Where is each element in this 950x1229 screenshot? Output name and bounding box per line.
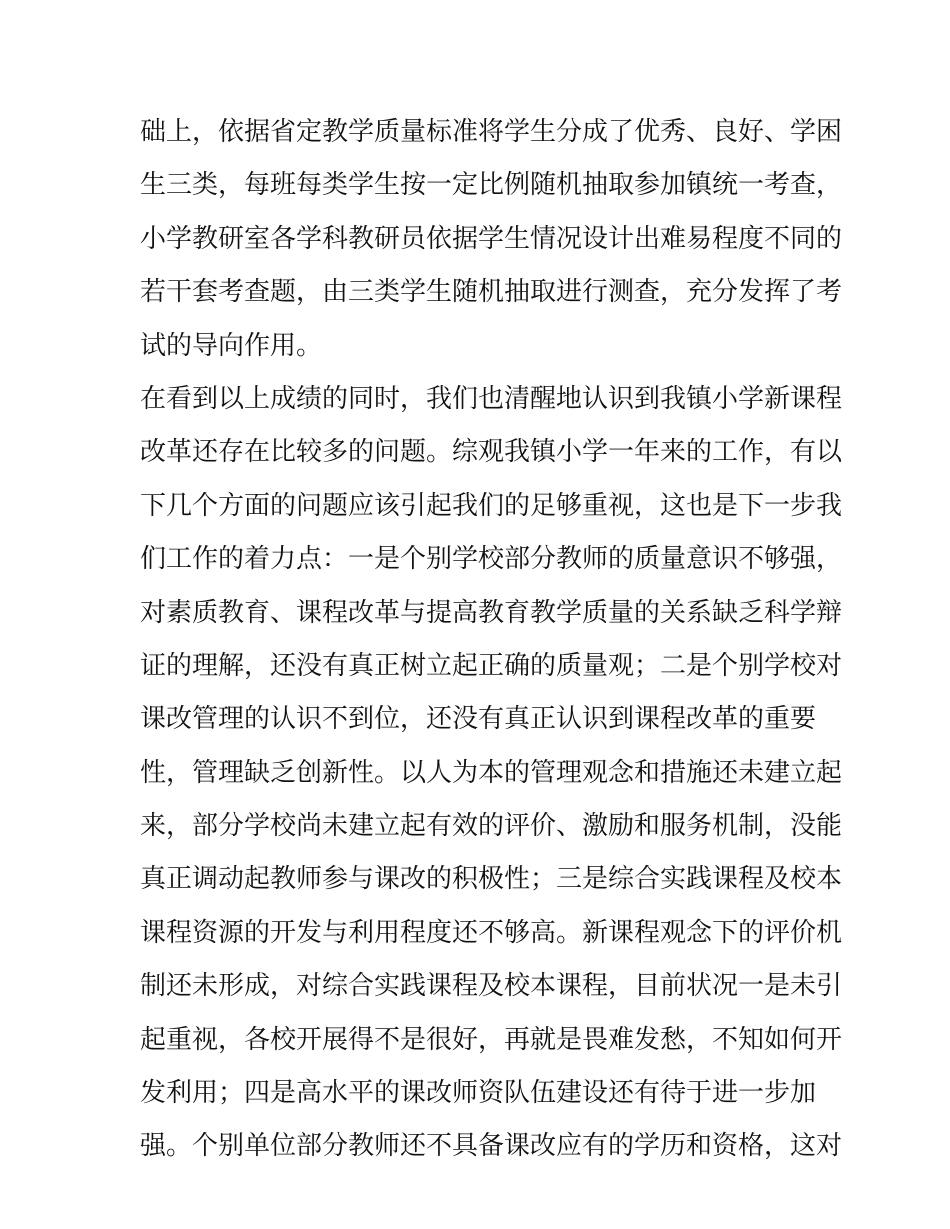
text-line: 在看到以上成绩的同时，我们也清醒地认识到我镇小学新课程	[140, 383, 843, 414]
text-line: 性，管理缺乏创新性。以人为本的管理观念和措施还未建立起	[140, 757, 843, 788]
text-line: 改革还存在比较多的问题。综观我镇小学一年来的工作，有以	[140, 437, 843, 468]
text-line: 小学教研室各学科教研员依据学生情况设计出难易程度不同的	[140, 223, 843, 254]
text-line: 对素质教育、课程改革与提高教育教学质量的关系缺乏科学辩	[140, 597, 843, 628]
text-line: 来，部分学校尚未建立起有效的评价、激励和服务机制，没能	[140, 811, 843, 842]
text-line: 课改管理的认识不到位，还没有真正认识到课程改革的重要	[140, 704, 817, 735]
text-line: 试的导向作用。	[140, 330, 323, 361]
text-line: 强。个别单位部分教师还不具备课改应有的学历和资格，这对	[140, 1131, 843, 1162]
text-line: 真正调动起教师参与课改的积极性；三是综合实践课程及校本	[140, 864, 843, 895]
text-line: 础上，依据省定教学质量标准将学生分成了优秀、良好、学困	[140, 117, 843, 147]
text-line: 证的理解，还没有真正树立起正确的质量观；二是个别学校对	[140, 650, 843, 681]
text-line: 们工作的着力点：一是个别学校部分教师的质量意识不够强，	[140, 544, 843, 575]
text-line: 起重视，各校开展得不是很好，再就是畏难发愁，不知如何开	[140, 1024, 843, 1055]
text-line: 制还未形成，对综合实践课程及校本课程，目前状况一是未引	[140, 971, 843, 1002]
text-line: 下几个方面的问题应该引起我们的足够重视，这也是下一步我	[140, 490, 843, 521]
text-line: 课程资源的开发与利用程度还不够高。新课程观念下的评价机	[140, 917, 843, 948]
text-line: 若干套考查题，由三类学生随机抽取进行测查，充分发挥了考	[140, 277, 843, 308]
body-text	[140, 106, 843, 1174]
text-line: 生三类，每班每类学生按一定比例随机抽取参加镇统一考查，	[140, 170, 843, 201]
text-line: 发利用；四是高水平的课改师资队伍建设还有待于进一步加	[140, 1078, 817, 1109]
